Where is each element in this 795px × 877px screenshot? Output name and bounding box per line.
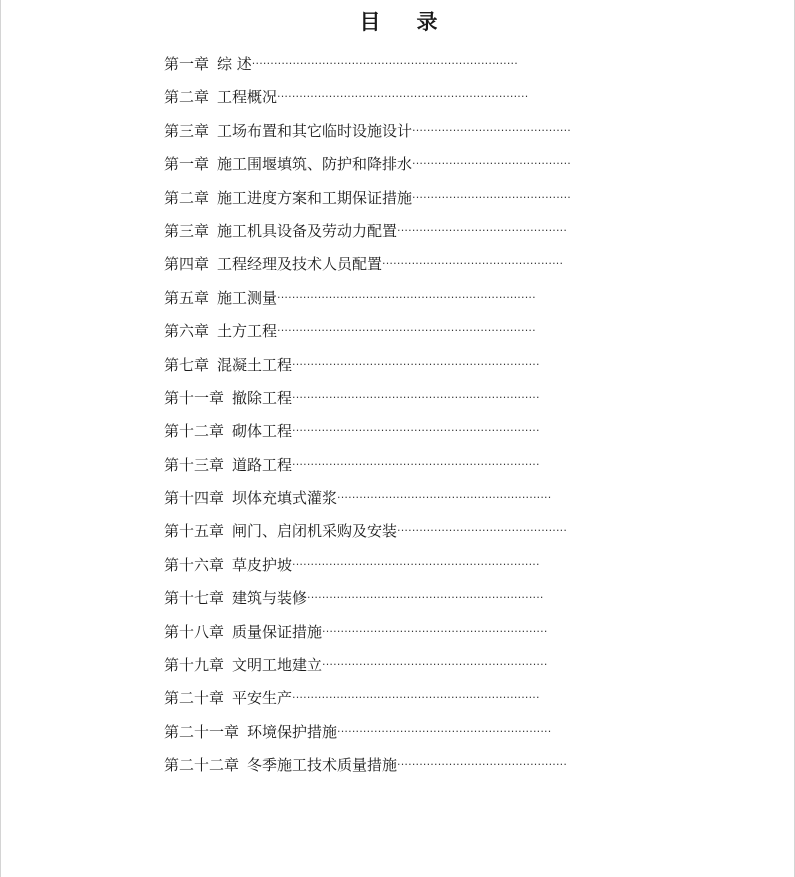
toc-entry[interactable] — [164, 621, 571, 654]
toc-dot-leader: ······································································ — [277, 290, 536, 304]
toc-entry[interactable] — [164, 487, 571, 520]
toc-chapter-number: 第五章 — [164, 288, 210, 307]
toc-entry[interactable] — [164, 687, 571, 720]
toc-chapter-title: 道路工程 — [232, 455, 293, 474]
toc-chapter-title: 工场布置和其它临时设施设计 — [217, 121, 413, 140]
toc-chapter-title: 工程概况 — [217, 88, 278, 107]
toc-entry[interactable] — [164, 654, 571, 687]
toc-chapter-number: 第七章 — [164, 355, 210, 374]
toc-chapter-number: 第十四章 — [164, 489, 225, 508]
toc-entry[interactable] — [164, 320, 571, 353]
toc-chapter-title: 质量保证措施 — [232, 622, 323, 641]
toc-chapter-title: 闸门、启闭机采购及安装 — [232, 522, 398, 541]
toc-chapter-title: 文明工地建立 — [232, 656, 323, 675]
toc-entry[interactable] — [164, 287, 571, 320]
toc-chapter-title: 砌体工程 — [232, 422, 293, 441]
toc-dot-leader: ··································································· — [292, 457, 540, 471]
toc-list — [164, 53, 571, 788]
toc-chapter-title: 环境保护措施 — [247, 722, 338, 741]
toc-dot-leader: ······································································ — [277, 324, 536, 338]
toc-entry[interactable] — [164, 554, 571, 587]
toc-entry[interactable] — [164, 754, 571, 787]
toc-entry[interactable] — [164, 420, 571, 453]
toc-chapter-title: 混凝土工程 — [217, 355, 293, 374]
toc-chapter-number: 第三章 — [164, 221, 210, 240]
toc-chapter-title: 冬季施工技术质量措施 — [247, 756, 398, 775]
toc-chapter-number: 第二章 — [164, 188, 210, 207]
toc-chapter-number: 第十八章 — [164, 622, 225, 641]
toc-chapter-number: 第十六章 — [164, 555, 225, 574]
toc-chapter-title: 工程经理及技术人员配置 — [217, 255, 383, 274]
toc-entry[interactable] — [164, 721, 571, 754]
toc-dot-leader: ····························································· — [322, 624, 548, 638]
toc-title-part1: 目 — [359, 10, 381, 34]
toc-chapter-number: 第十三章 — [164, 455, 225, 474]
toc-title — [1, 9, 795, 35]
toc-chapter-title: 草皮护坡 — [232, 555, 293, 574]
toc-dot-leader: ·························································· — [337, 491, 552, 505]
toc-entry[interactable] — [164, 220, 571, 253]
toc-chapter-title: 施工机具设备及劳动力配置 — [217, 221, 398, 240]
toc-chapter-number: 第一章 — [164, 155, 210, 174]
toc-chapter-title: 施工进度方案和工期保证措施 — [217, 188, 413, 207]
toc-dot-leader: ·············································· — [397, 223, 568, 237]
toc-dot-leader: ········································································ — [251, 57, 518, 70]
toc-entry[interactable] — [164, 587, 571, 620]
toc-chapter-number: 第二十一章 — [164, 722, 240, 741]
toc-dot-leader: ································································ — [307, 591, 544, 605]
toc-dot-leader: ·············································· — [397, 524, 568, 538]
toc-chapter-title: 综 述 — [217, 55, 252, 73]
toc-dot-leader: ··································································· — [292, 390, 540, 404]
toc-chapter-number: 第十七章 — [164, 589, 225, 608]
toc-chapter-number: 第三章 — [164, 121, 210, 140]
toc-chapter-number: 第六章 — [164, 322, 210, 341]
toc-dot-leader: ················································· — [382, 257, 564, 271]
toc-entry[interactable] — [164, 120, 571, 153]
toc-entry[interactable] — [164, 454, 571, 487]
toc-dot-leader: ····························································· — [322, 658, 548, 672]
toc-entry[interactable] — [164, 387, 571, 420]
toc-chapter-title: 建筑与装修 — [232, 589, 308, 608]
toc-entry[interactable] — [164, 53, 571, 86]
toc-entry[interactable] — [164, 520, 571, 553]
toc-dot-leader: ··········································· — [412, 190, 571, 204]
toc-chapter-title: 撤除工程 — [232, 388, 293, 407]
toc-dot-leader: ·············································· — [397, 758, 568, 772]
toc-dot-leader: ··································································· — [292, 424, 540, 438]
toc-dot-leader: ·························································· — [337, 724, 552, 738]
toc-dot-leader: ··································································· — [292, 691, 540, 705]
toc-entry[interactable] — [164, 253, 571, 286]
toc-chapter-number: 第一章 — [164, 55, 210, 73]
toc-chapter-number: 第十九章 — [164, 656, 225, 675]
toc-chapter-number: 第二十章 — [164, 689, 225, 708]
toc-chapter-title: 施工围堰填筑、防护和降排水 — [217, 155, 413, 174]
toc-chapter-number: 第十五章 — [164, 522, 225, 541]
toc-chapter-number: 第二十二章 — [164, 756, 240, 775]
toc-dot-leader: ··································································· — [292, 557, 540, 571]
toc-entry[interactable] — [164, 153, 571, 186]
toc-entry[interactable] — [164, 187, 571, 220]
toc-chapter-number: 第十二章 — [164, 422, 225, 441]
toc-chapter-title: 土方工程 — [217, 322, 278, 341]
toc-dot-leader: ···································································· — [277, 90, 529, 104]
toc-chapter-number: 第十一章 — [164, 388, 225, 407]
toc-entry[interactable] — [164, 86, 571, 119]
toc-chapter-title: 坝体充填式灌浆 — [232, 489, 338, 508]
toc-entry[interactable] — [164, 354, 571, 387]
toc-dot-leader: ··································································· — [292, 357, 540, 371]
toc-chapter-title: 平安生产 — [232, 689, 293, 708]
toc-dot-leader: ··········································· — [412, 157, 571, 171]
toc-chapter-number: 第四章 — [164, 255, 210, 274]
toc-chapter-title: 施工测量 — [217, 288, 278, 307]
toc-title-part2: 录 — [416, 10, 438, 34]
toc-dot-leader: ··········································· — [412, 123, 571, 137]
toc-chapter-number: 第二章 — [164, 88, 210, 107]
